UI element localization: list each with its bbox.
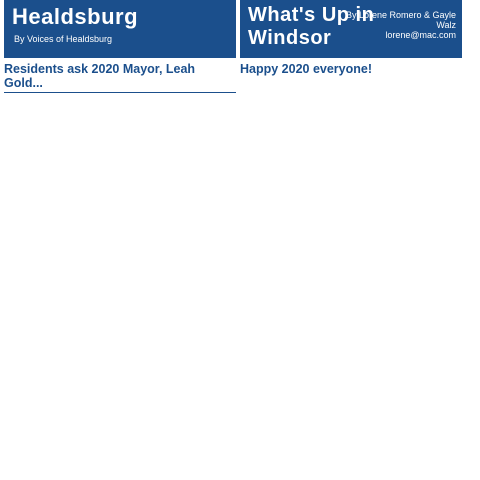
byline-email: lorene@mac.com bbox=[385, 30, 456, 40]
left-headline: Residents ask 2020 Mayor, Leah Gold... bbox=[4, 62, 196, 90]
left-masthead-subtitle: By Voices of Healdsburg bbox=[14, 34, 113, 44]
divider bbox=[4, 92, 236, 93]
left-masthead bbox=[4, 0, 236, 58]
right-masthead bbox=[240, 0, 462, 58]
right-column bbox=[240, 0, 462, 480]
left-column bbox=[4, 0, 236, 480]
left-masthead-title: Healdsburg bbox=[12, 4, 139, 29]
right-headline: Happy 2020 everyone! bbox=[240, 62, 373, 76]
right-masthead-title: What's Up in Windsor bbox=[248, 4, 375, 49]
byline bbox=[336, 10, 456, 40]
byline-authors: By Lorene Romero & Gayle Walz bbox=[345, 10, 456, 30]
